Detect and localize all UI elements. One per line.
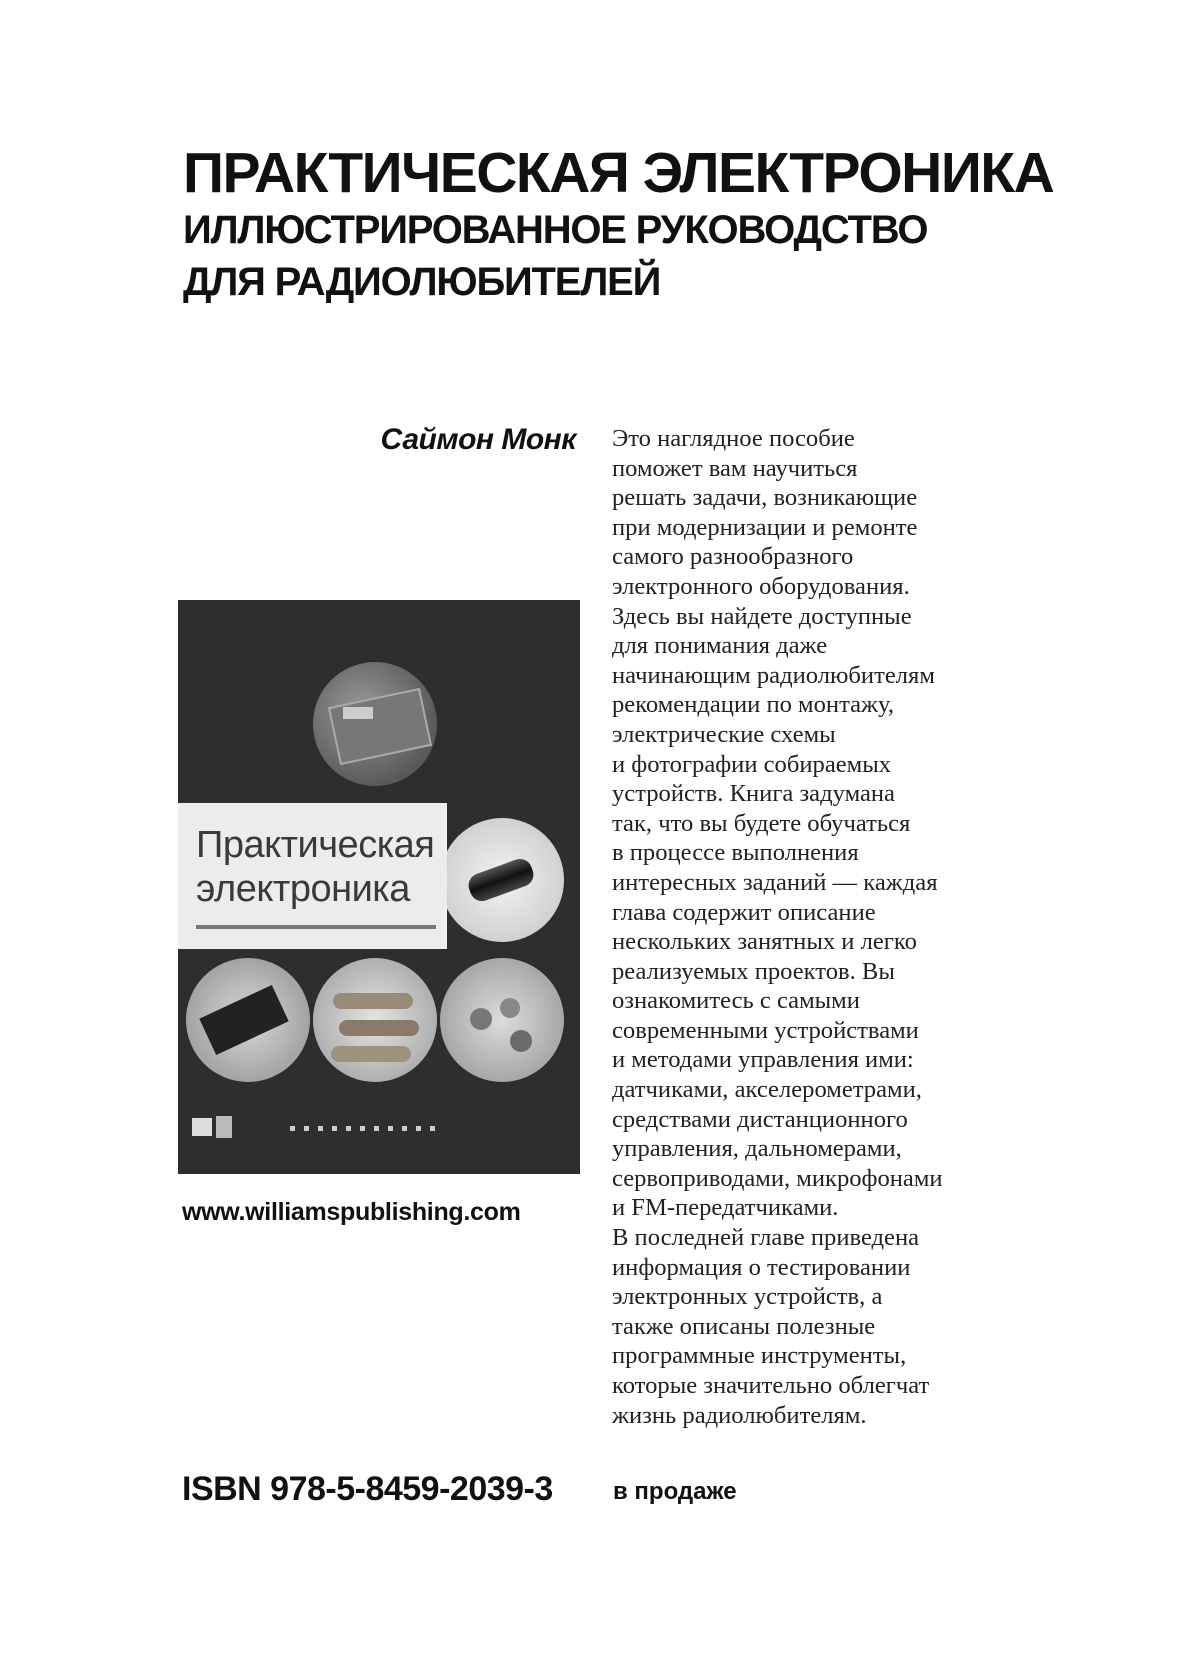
- cover-title-band: [178, 803, 447, 949]
- description-line: начинающим радиолюбителям: [612, 661, 935, 689]
- publisher-logo-2: [216, 1116, 232, 1138]
- description-line: поможет вам научиться: [612, 454, 858, 482]
- subtitle-line-1: ИЛЛЮСТРИРОВАННОЕ РУКОВОДСТВО: [183, 208, 928, 252]
- description-line: электронного оборудования.: [612, 572, 910, 600]
- description-line: которые значительно облегчат: [612, 1372, 930, 1399]
- cylinder-component-photo: [440, 818, 564, 942]
- description-line: реализуемых проектов. Вы: [612, 957, 895, 985]
- description-line: и фотографии собираемых: [612, 750, 892, 778]
- description-line: информация о тестировании: [612, 1253, 911, 1281]
- description-line: ознакомитесь с самыми: [612, 987, 860, 1015]
- description-line: нескольких занятных и легко: [612, 928, 917, 956]
- book-cover-image: [178, 600, 580, 1174]
- book-description: [612, 424, 1032, 1430]
- cover-title-line-2: электроника: [196, 868, 410, 910]
- description-line: самого разнообразного: [612, 543, 854, 571]
- description-line: так, что вы будете обучаться: [612, 809, 911, 837]
- description-line: электронных устройств, а: [612, 1283, 883, 1311]
- description-line: сервоприводами, микрофонами: [612, 1164, 943, 1192]
- description-line: при модернизации и ремонте: [612, 513, 918, 541]
- author-name: Саймон Монк: [380, 423, 576, 456]
- description-line: управления, дальномерами,: [612, 1135, 902, 1163]
- title-block: [183, 142, 1053, 308]
- description-line: в процессе выполнения: [612, 839, 859, 867]
- description-line: и методами управления ими:: [612, 1046, 914, 1074]
- description-line: решать задачи, возникающие: [612, 484, 918, 512]
- description-line: современными устройствами: [612, 1016, 919, 1044]
- isbn: ISBN 978-5-8459-2039-3: [182, 1470, 553, 1508]
- description-line: Здесь вы найдете доступные: [612, 602, 912, 630]
- publisher-url: www.williamspublishing.com: [182, 1198, 521, 1226]
- cover-dots: [290, 1126, 440, 1131]
- description-line: жизнь радиолюбителям.: [612, 1401, 867, 1429]
- publisher-logo: [192, 1118, 212, 1136]
- description-line: глава содержит описание: [612, 898, 876, 926]
- resistors-photo: [313, 958, 437, 1082]
- description-line: для понимания даже: [612, 632, 828, 660]
- description-line: интересных заданий — каждая: [612, 868, 938, 896]
- cover-subtitle-strip: [196, 925, 436, 929]
- arduino-board-photo: [313, 662, 437, 786]
- description-line: средствами дистанционного: [612, 1105, 908, 1133]
- subtitle-line-2: ДЛЯ РАДИОЛЮБИТЕЛЕЙ: [183, 260, 661, 304]
- description-line: программные инструменты,: [612, 1342, 907, 1370]
- description-line: электрические схемы: [612, 720, 836, 748]
- description-line: и FM-передатчиками.: [612, 1194, 839, 1222]
- description-line: датчиками, акселерометрами,: [612, 1076, 922, 1104]
- page-title: ПРАКТИЧЕСКАЯ ЭЛЕКТРОНИКА: [183, 141, 1054, 205]
- description-line: также описаны полезные: [612, 1312, 876, 1340]
- description-line: рекомендации по монтажу,: [612, 691, 895, 719]
- availability-label: в продаже: [613, 1478, 737, 1505]
- description-line: устройств. Книга задумана: [612, 780, 895, 808]
- description-line: Это наглядное пособие: [612, 425, 855, 452]
- cover-title-line-1: Практическая: [196, 824, 435, 866]
- ic-chip-photo: [186, 958, 310, 1082]
- description-line: В последней главе приведена: [612, 1224, 920, 1252]
- leds-photo: [440, 958, 564, 1082]
